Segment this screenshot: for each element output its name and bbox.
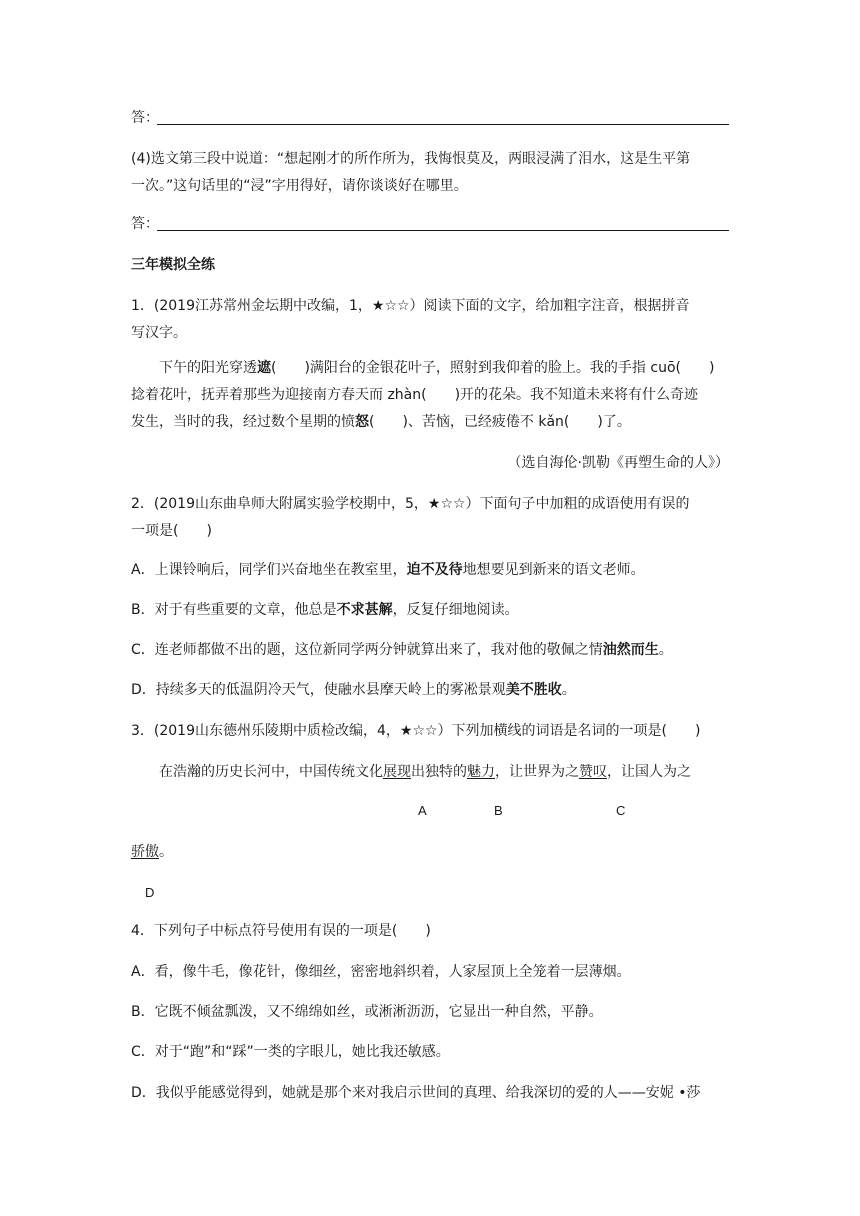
question-4-option-c: C．对于“跑”和“踩”一类的字眼儿，她比我还敏感。 — [131, 1044, 450, 1060]
question-4-option-b: B．它既不倾盆瓢泼，又不绵绵如丝，或淅淅沥沥，它显出一种自然，平静。 — [131, 1004, 603, 1020]
answer-line-1 — [131, 108, 159, 128]
bold-idiom: 不求甚解 — [336, 602, 393, 618]
answer-label: 答： — [131, 110, 159, 126]
bold-idiom: 迫不及待 — [406, 562, 463, 578]
question-3-sentence-end: 骄傲。 — [131, 844, 173, 860]
question-4-option-d: D．我似乎能感觉得到，她就是那个来对我启示世间的真理、给我深切的爱的人——安妮 •莎 — [131, 1085, 701, 1101]
answer-line-2 — [131, 214, 159, 234]
label-c: C — [616, 803, 626, 818]
answer-blank-2[interactable] — [157, 230, 729, 231]
question-1-line-2: 写汉字。 — [131, 325, 187, 341]
question-1-line-1: 1．(2019江苏常州金坛期中改编，1，★☆☆）阅读下面的文字，给加粗字注音，根据拼音 — [131, 298, 690, 314]
question-2-option-d: D．持续多天的低温阴冷天气，使融水县摩天岭上的雾凇景观美不胜收。 — [131, 682, 576, 698]
underlined-word-a: 展现 — [383, 764, 411, 780]
question-4-line-1: 4．下列句子中标点符号使用有误的一项是( ) — [131, 923, 431, 939]
label-b: B — [494, 803, 503, 818]
underlined-word-b: 魅力 — [467, 764, 495, 780]
underlined-word-c: 赞叹 — [579, 764, 607, 780]
question-1-source: （选自海伦·凯勒《再塑生命的人》） — [507, 455, 729, 471]
answer-blank-1[interactable] — [157, 124, 729, 125]
question-4-option-a: A．看，像牛毛，像花针，像细丝，密密地斜织着，人家屋顶上全笼着一层薄烟。 — [131, 964, 631, 980]
question-1-passage-line-1: 下午的阳光穿透遮( )满阳台的金银花叶子，照射到我仰着的脸上。我的手指 cuō( ) — [159, 360, 715, 376]
bold-char: 遮 — [257, 360, 271, 376]
question-3-sentence: 在浩瀚的历史长河中，中国传统文化展现出独特的魅力，让世界为之赞叹，让国人为之 — [159, 764, 691, 780]
section-title: 三年模拟全练 — [131, 257, 215, 273]
bold-idiom: 美不胜收 — [505, 682, 562, 698]
question-2-option-b: B．对于有些重要的文章，他总是不求甚解，反复仔细地阅读。 — [131, 602, 519, 618]
bold-char: 怒 — [355, 414, 369, 430]
question-2-option-c: C．连老师都做不出的题，这位新同学两分钟就算出来了，我对他的敬佩之情油然而生。 — [131, 642, 673, 658]
question-1-passage-line-3: 发生，当时的我，经过数个星期的愤怒( )、苦恼，已经疲倦不 kǎn( )了。 — [131, 414, 631, 430]
underlined-word-d: 骄傲 — [131, 844, 159, 860]
label-a: A — [418, 803, 427, 818]
answer-label: 答： — [131, 216, 159, 232]
question-2-line-2: 一项是( ) — [131, 523, 212, 539]
question-2-option-a: A．上课铃响后，同学们兴奋地坐在教室里，迫不及待地想要见到新来的语文老师。 — [131, 562, 645, 578]
label-d: D — [145, 885, 155, 900]
question-1-passage-line-2: 捻着花叶，抚弄着那些为迎接南方春天而 zhàn( )开的花朵。我不知道未来将有什么奇迹 — [131, 387, 699, 403]
bold-idiom: 油然而生 — [602, 642, 659, 658]
question-4-prev-line-1: (4)选文第三段中说道：“想起刚才的所作所为，我悔恨莫及，两眼浸满了泪水，这是生平第 — [131, 151, 691, 167]
question-2-line-1: 2．(2019山东曲阜师大附属实验学校期中，5，★☆☆）下面句子中加粗的成语使用有误的 — [131, 496, 690, 512]
question-3-line-1: 3．(2019山东德州乐陵期中质检改编，4，★☆☆）下列加横线的词语是名词的一项是( ) — [131, 723, 701, 739]
question-4-prev-line-2: 一次。”这句话里的“浸”字用得好，请你谈谈好在哪里。 — [131, 178, 468, 194]
